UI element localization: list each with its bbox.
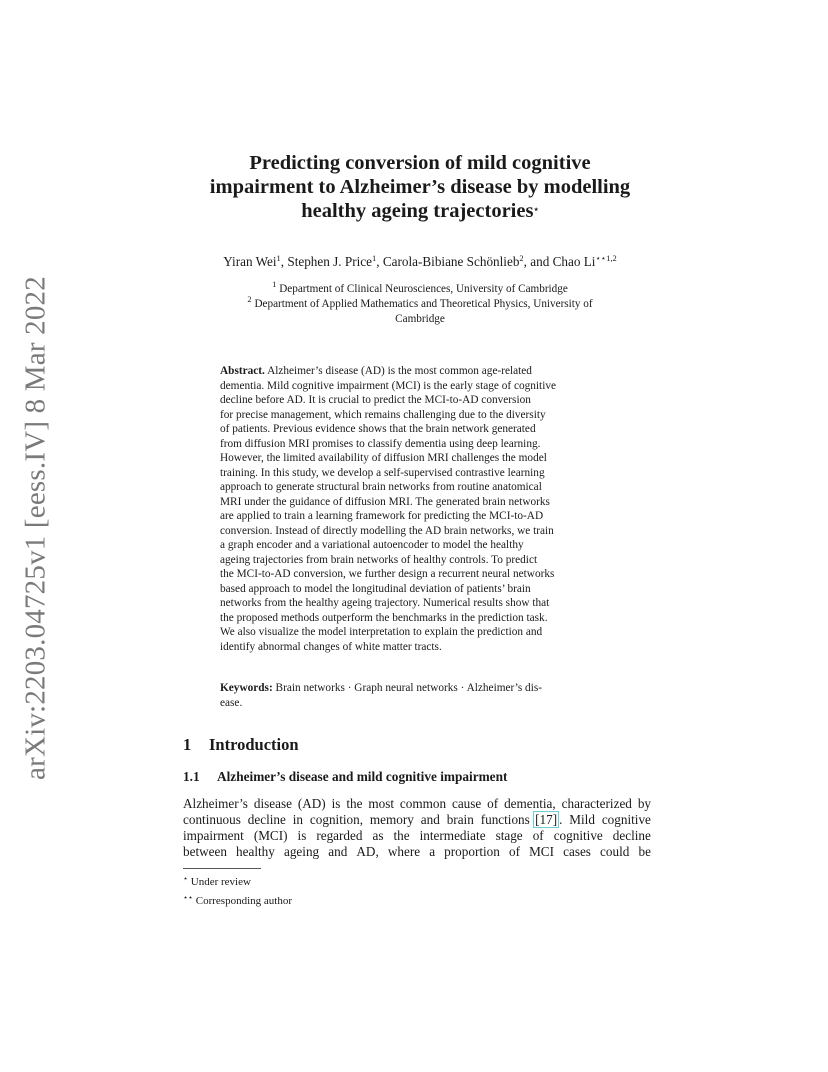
body-word: could [600, 844, 630, 859]
body-line [183, 844, 651, 860]
body-word: of [487, 796, 499, 811]
title-line-text: healthy ageing trajectories [301, 200, 534, 222]
body-word: (MCI) [253, 828, 288, 843]
abstract-text: a graph encoder and a variational autoencoder to model the healthy [220, 539, 524, 551]
body-word: decline [612, 828, 651, 843]
abstract-text: training. In this study, we develop a self-supervised contrastive learning [220, 466, 545, 479]
abstract-text: for precise management, which remains challenging due to the diversity [220, 408, 546, 421]
footnote-mark: ⋆ [183, 874, 189, 883]
body-word: most [368, 796, 394, 811]
body-word: intermediate [419, 828, 486, 843]
abstract-text: networks from the healthy ageing trajectory. Numerical results show that [220, 597, 550, 609]
body-word: memory [369, 812, 414, 827]
body-word: AD, [356, 844, 379, 859]
abstract-text: conversion. Instead of directly modelling the AD brain networks, we train [220, 524, 554, 537]
body-word: and [328, 844, 348, 859]
body-word: impairment [183, 828, 244, 843]
keywords [220, 681, 618, 710]
abstract-text: However, the limited availability of diffusion MRI challenges the model [220, 452, 547, 464]
arxiv-stamp [16, 275, 56, 780]
body-word: disease [253, 796, 292, 811]
author-separator: , [376, 254, 383, 269]
abstract-text: approach to generate structural brain networks from routine anatomical [220, 481, 542, 493]
cited-phrase: functions [17] . [480, 812, 563, 827]
body-word: common [399, 796, 447, 811]
abstract-text: from diffusion MRI promises to classify dementia using deep learning. [220, 437, 541, 450]
affiliation-mark: 1 [272, 279, 277, 289]
title-line: impairment to Alzheimer’s disease by modelling [209, 176, 631, 198]
body-word: cases [563, 844, 591, 859]
abstract-line [220, 524, 618, 539]
body-word: where [387, 844, 421, 859]
abstract-text: Alzheimer’s disease (AD) is the most common age-related [267, 365, 532, 377]
body-word: MCI [529, 844, 554, 859]
abstract-text: based approach to model the longitudinal deviation of patients’ brain [220, 582, 531, 595]
footnotes [183, 871, 292, 909]
affiliation-line [196, 312, 644, 327]
body-word: is [297, 828, 307, 843]
body-word: of [508, 844, 520, 859]
abstract-line [220, 466, 618, 481]
author-name: Yiran Wei [223, 254, 277, 269]
abstract-text: the MCI-to-AD conversion, we further design a recurrent neural networks [220, 568, 555, 580]
body-word: decline [247, 812, 286, 827]
keywords-text: Brain networks · Graph neural networks · Alzheimer’s dis- [275, 682, 542, 694]
body-word: continuous [183, 812, 241, 827]
abstract-text: the proposed methods outperform the benchmarks in the prediction task. [220, 611, 548, 624]
section-number: 1 [183, 735, 192, 754]
abstract-line [220, 364, 618, 379]
body-word: (AD) [297, 796, 326, 811]
body-word: as [372, 828, 384, 843]
citation-link[interactable]: [17] [535, 812, 558, 827]
abstract-text: MRI under the guidance of diffusion MRI. The generated brain networks [220, 495, 550, 508]
body-word: characterized [561, 796, 632, 811]
footnote-text: Under review [190, 876, 251, 888]
abstract-line [220, 553, 618, 568]
body-word: dementia, [504, 796, 556, 811]
body-word: cognitive [553, 828, 603, 843]
affiliation-line [196, 294, 644, 312]
body-word: is [331, 796, 341, 811]
body-word: cognitive [601, 812, 651, 827]
section-heading [183, 735, 299, 755]
keywords-label: Keywords: [220, 682, 273, 694]
body-word: the [393, 828, 410, 843]
abstract-line [220, 538, 618, 553]
body-word: a [429, 844, 436, 859]
body-word: of [532, 828, 544, 843]
abstract-line [220, 480, 618, 495]
author-affil-mark: 1 [371, 253, 377, 263]
body-line [183, 796, 651, 812]
body-word: regarded [316, 828, 363, 843]
body-word: cognition, [309, 812, 364, 827]
body-paragraph [183, 796, 651, 860]
body-line [183, 828, 651, 844]
body-word: Alzheimer’s [183, 796, 248, 811]
abstract-line [220, 437, 618, 452]
abstract-line [220, 582, 618, 597]
footnote [183, 890, 292, 909]
body-word: proportion [444, 844, 500, 859]
author-name: Chao Li [552, 254, 596, 269]
abstract-line [220, 640, 618, 655]
abstract-line [220, 495, 618, 510]
section-title: Introduction [209, 735, 299, 754]
abstract-line [220, 422, 618, 437]
abstract-text: identify abnormal changes of white matter tracts. [220, 640, 442, 653]
body-word: and [420, 812, 440, 827]
abstract-text: of patients. Previous evidence shows that the brain network generated [220, 423, 536, 435]
abstract-text: We also visualize the model interpretation to explain the prediction and [220, 626, 543, 638]
paper-title [150, 151, 690, 223]
affiliations [196, 279, 644, 327]
footnote-rule [183, 868, 261, 869]
author-name: Stephen J. Price [287, 254, 372, 269]
body-word: the [346, 796, 363, 811]
author-affil-mark: 2 [519, 253, 524, 263]
author-list [150, 254, 690, 270]
abstract-line [220, 393, 618, 408]
abstract-line [220, 451, 618, 466]
affiliation-line [196, 279, 644, 297]
affiliation-mark: 2 [247, 294, 252, 304]
body-word: ageing [283, 844, 320, 859]
author-affil-mark: ⋆⋆1,2 [595, 253, 617, 263]
subsection-number: 1.1 [183, 769, 200, 784]
author-separator: , and [523, 254, 553, 269]
abstract [220, 364, 618, 654]
abstract-label: Abstract. [220, 365, 265, 377]
abstract-line [220, 509, 618, 524]
keywords-line: ease. [220, 696, 243, 709]
author-affil-mark: 1 [276, 253, 281, 263]
affiliation-text: Cambridge [395, 313, 445, 325]
affiliation-text: Department of Clinical Neurosciences, University of Cambridge [279, 283, 568, 295]
body-word: brain [446, 812, 474, 827]
body-word: be [638, 844, 651, 859]
body-word: by [637, 796, 651, 811]
abstract-line [220, 611, 618, 626]
title-line [150, 199, 690, 223]
affiliation-text: Department of Applied Mathematics and Theoretical Physics, University of [254, 298, 593, 310]
abstract-text: dementia. Mild cognitive impairment (MCI) is the early stage of cognitive [220, 379, 556, 392]
subsection-title: Alzheimer’s disease and mild cognitive impairment [217, 769, 508, 784]
subsection-heading [183, 769, 507, 785]
arxiv-stamp-text: arXiv:2203.04725v1 [eess.IV] 8 Mar 2022 [19, 275, 52, 780]
abstract-line [220, 596, 618, 611]
body-word: between [183, 844, 227, 859]
abstract-text: decline before AD. It is crucial to predict the MCI-to-AD conversion [220, 394, 531, 406]
body-word: functions [480, 812, 530, 827]
keywords-line [220, 681, 618, 696]
body-word: healthy [236, 844, 275, 859]
citation-number: 17 [539, 812, 553, 827]
abstract-line [220, 379, 618, 394]
footnote-mark: ⋆⋆ [183, 893, 194, 902]
footnote [183, 871, 292, 890]
body-word: stage [495, 828, 523, 843]
title-footnote-mark: ⋆ [533, 204, 539, 214]
author-separator: , [280, 254, 288, 269]
abstract-text: ageing trajectories from brain networks of healthy controls. To predict [220, 553, 538, 566]
footnote-text: Corresponding author [195, 895, 292, 907]
title-line: Predicting conversion of mild cognitive [249, 152, 591, 174]
abstract-line [220, 567, 618, 582]
author-name: Carola-Bibiane Schönlieb [382, 254, 520, 269]
body-word: cause [451, 796, 482, 811]
body-word: in [292, 812, 304, 827]
abstract-line [220, 625, 618, 640]
abstract-line [220, 408, 618, 423]
body-line [183, 812, 651, 828]
abstract-text: are applied to train a learning framework for predicting the MCI-to-AD [220, 510, 544, 522]
body-word: Mild [569, 812, 595, 827]
